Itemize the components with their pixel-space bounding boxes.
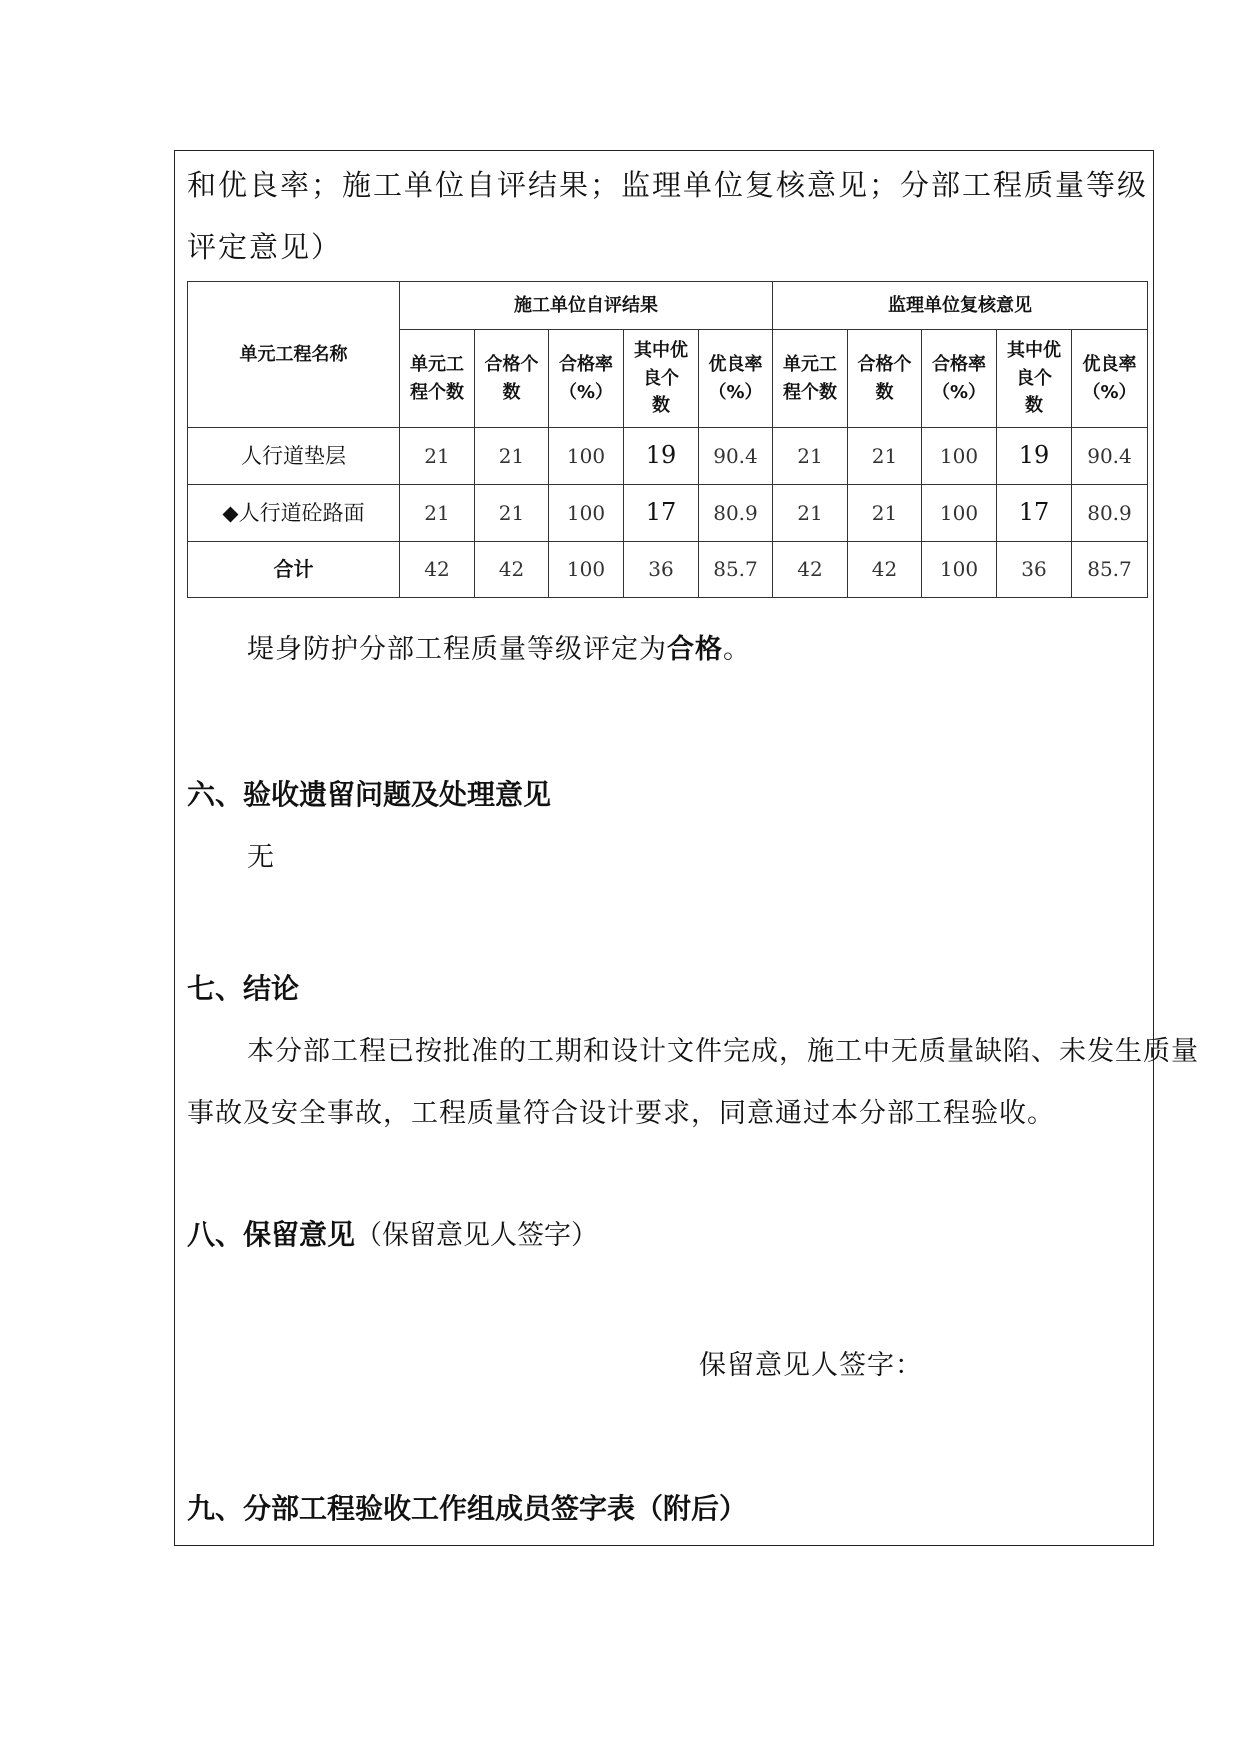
cell: 36	[997, 542, 1072, 598]
cell: 21	[400, 428, 475, 485]
cell: 21	[475, 485, 549, 542]
cell: 19	[997, 428, 1072, 485]
assessment-text: 堤身防护分部工程质量等级评定为合格。	[247, 634, 751, 665]
table-row	[188, 428, 1148, 485]
row-name: ◆人行道砼路面	[188, 485, 400, 542]
cell: 100	[549, 485, 624, 542]
cell: 21	[773, 485, 848, 542]
cell: 85.7	[699, 542, 773, 598]
assessment-grade: 合格	[667, 634, 723, 665]
header-unit-name: 单元工程名称	[188, 282, 400, 428]
cell: 100	[549, 542, 624, 598]
cell: 100	[922, 542, 997, 598]
intro-line-1: 和优良率；施工单位自评结果；监理单位复核意见；分部工程质量等级	[187, 168, 1149, 202]
cell: 80.9	[1072, 485, 1148, 542]
cell: 85.7	[1072, 542, 1148, 598]
subheader-excellent-count: 其中优 良个 数	[624, 330, 699, 428]
subheader-excellent-rate: 优良率 （%）	[699, 330, 773, 428]
cell: 21	[848, 428, 922, 485]
subheader-excellent-count: 其中优 良个 数	[997, 330, 1072, 428]
cell: 36	[624, 542, 699, 598]
cell: 21	[400, 485, 475, 542]
header-supervisor-review: 监理单位复核意见	[773, 282, 1148, 330]
cell: 17	[997, 485, 1072, 542]
signature-label: 保留意见人签字：	[699, 1350, 923, 1381]
subheader-excellent-rate: 优良率 （%）	[1072, 330, 1148, 428]
section-8-title: 八、保留意见（保留意见人签字）	[187, 1218, 599, 1251]
total-label: 合计	[188, 542, 400, 598]
cell: 17	[624, 485, 699, 542]
subheader-qualified-count: 合格个 数	[848, 330, 922, 428]
cell: 42	[773, 542, 848, 598]
section-6-title: 六、验收遗留问题及处理意见	[187, 778, 552, 811]
header-self-assessment: 施工单位自评结果	[400, 282, 773, 330]
subheader-qualified-rate: 合格率 （%）	[922, 330, 997, 428]
cell: 42	[475, 542, 549, 598]
cell: 90.4	[699, 428, 773, 485]
section-6-body: 无	[247, 842, 275, 873]
cell: 21	[848, 485, 922, 542]
cell: 80.9	[699, 485, 773, 542]
cell: 42	[848, 542, 922, 598]
table-row-total	[188, 542, 1148, 598]
cell: 21	[773, 428, 848, 485]
section-8-subtitle: （保留意见人签字）	[355, 1220, 599, 1251]
section-7-body-line-2: 事故及安全事故，工程质量符合设计要求，同意通过本分部工程验收。	[187, 1098, 1055, 1129]
cell: 19	[624, 428, 699, 485]
subheader-unit-count: 单元工 程个数	[773, 330, 848, 428]
cell: 42	[400, 542, 475, 598]
section-7-title: 七、结论	[187, 972, 300, 1005]
intro-line-2: 评定意见）	[187, 230, 343, 264]
document-frame	[174, 150, 1199, 1546]
results-table	[187, 281, 1148, 598]
subheader-qualified-count: 合格个 数	[475, 330, 549, 428]
cell: 21	[475, 428, 549, 485]
subheader-unit-count: 单元工 程个数	[400, 330, 475, 428]
cell: 90.4	[1072, 428, 1148, 485]
subheader-qualified-rate: 合格率 （%）	[549, 330, 624, 428]
cell: 100	[922, 485, 997, 542]
row-name: 人行道垫层	[188, 428, 400, 485]
section-7-body-line-1: 本分部工程已按批准的工期和设计文件完成，施工中无质量缺陷、未发生质量	[247, 1036, 1199, 1067]
cell: 100	[922, 428, 997, 485]
cell: 100	[549, 428, 624, 485]
table-row	[188, 485, 1148, 542]
section-9-title: 九、分部工程验收工作组成员签字表（附后）	[187, 1492, 748, 1525]
